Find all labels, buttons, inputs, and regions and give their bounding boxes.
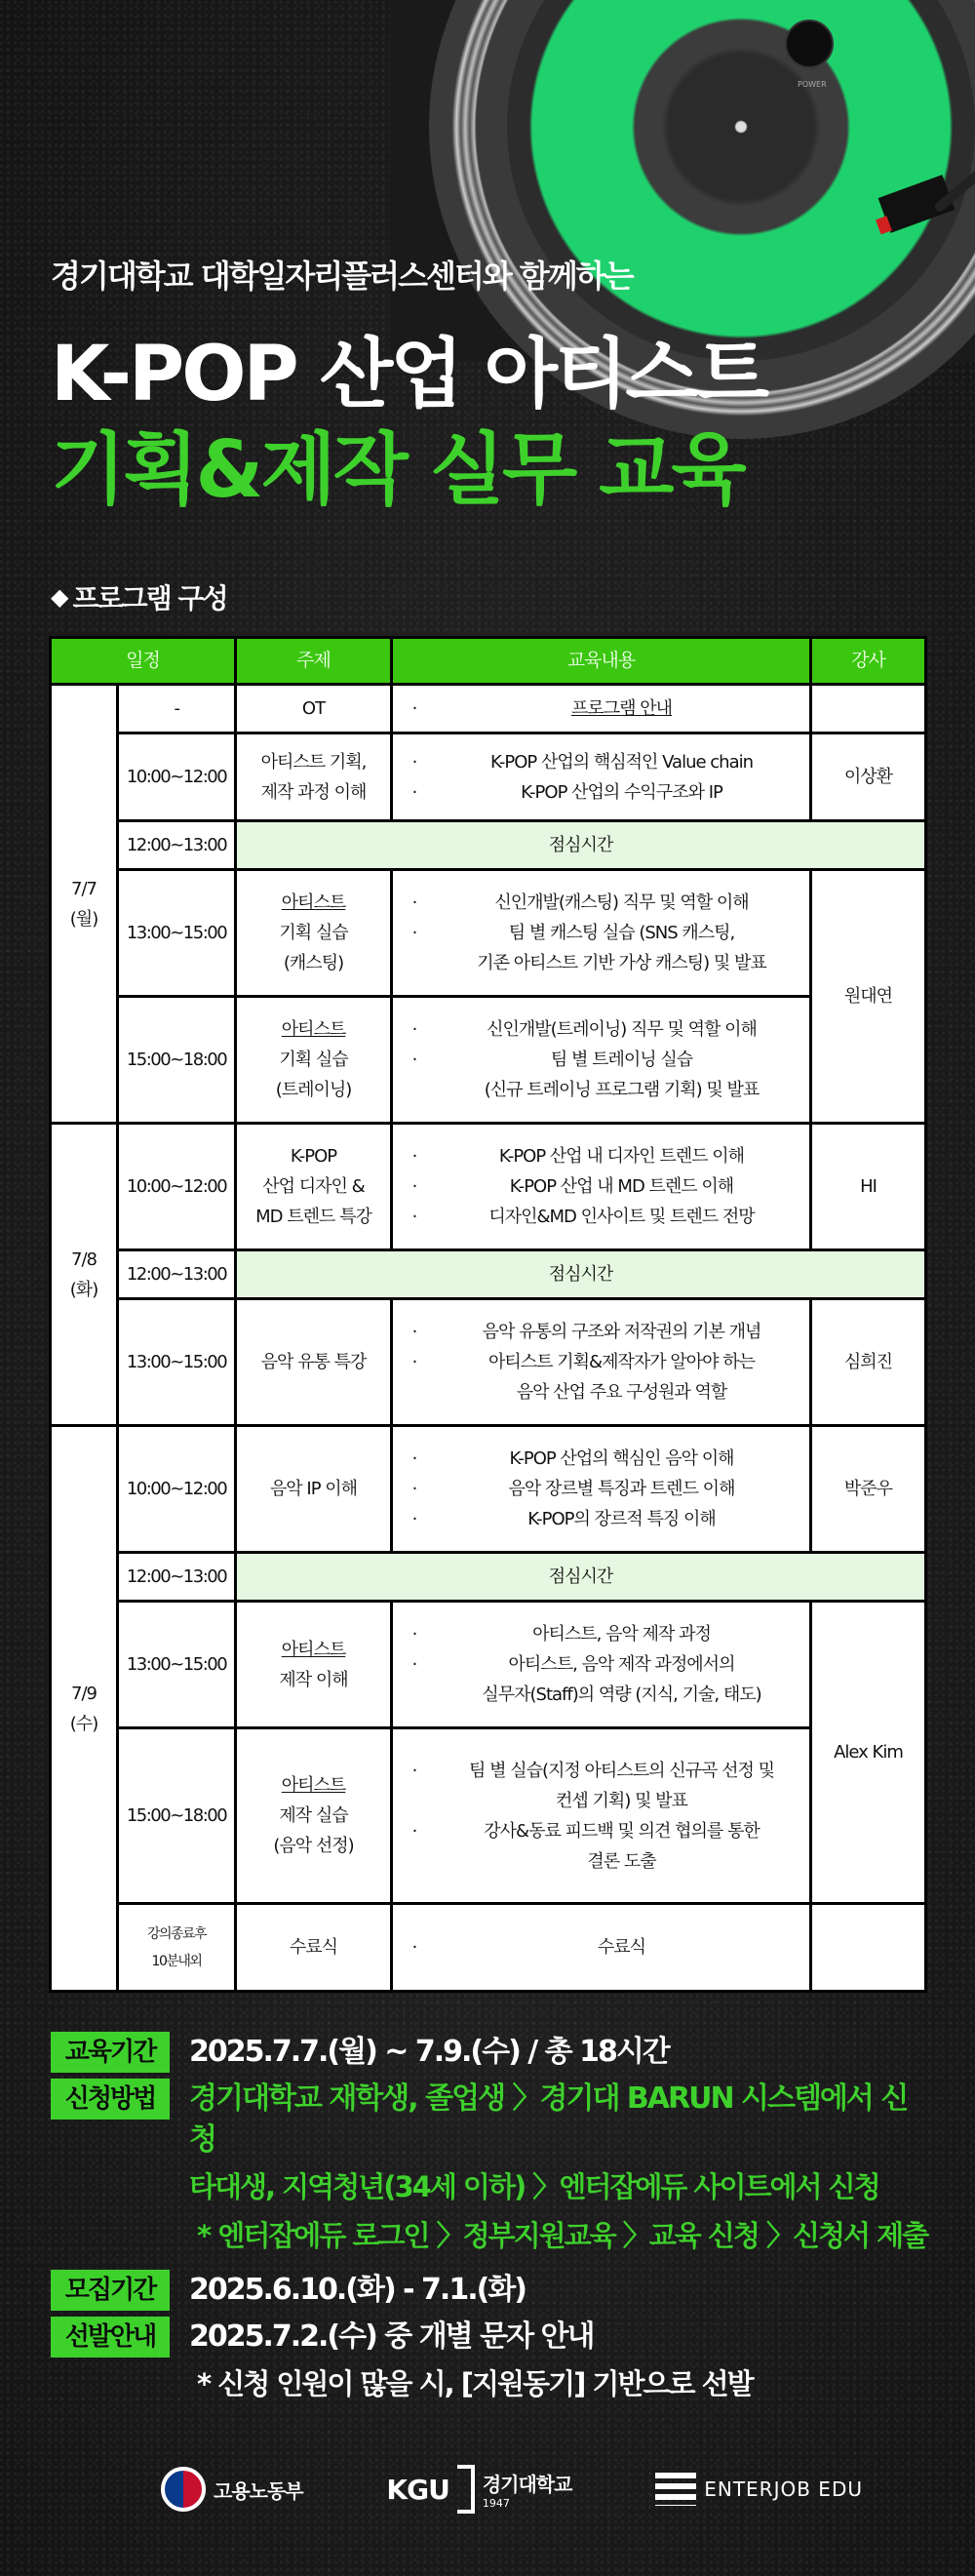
column-header-schedule: 일정 — [51, 638, 236, 685]
bullet-icon: · — [411, 1937, 417, 1958]
table-row — [51, 685, 926, 733]
bullet-icon: · — [411, 1509, 417, 1529]
time-cell: 12:00~13:00 — [118, 1553, 236, 1602]
lunch-row — [51, 1250, 926, 1299]
hero-subtitle: 경기대학교 대학일자리플러스센터와 함께하는 — [51, 258, 633, 295]
content-item: K-POP 산업의 핵심인 음악 이해 — [509, 1448, 734, 1469]
topic-line: 아티스트 기획, — [260, 751, 367, 773]
table-row — [51, 1602, 926, 1728]
apply-line2: 타대생, 지역청년(34세 이하) 〉엔터잡에듀 사이트에서 신청 — [189, 2170, 879, 2203]
bullet-icon: · — [411, 751, 417, 773]
topic-cell — [236, 997, 392, 1124]
bullet-icon: · — [411, 1146, 417, 1167]
time-cell: 15:00~18:00 — [118, 1728, 236, 1904]
instructor-cell: 심희진 — [811, 1299, 926, 1426]
content-item: 아티스트, 음악 제작 과정 — [532, 1624, 711, 1645]
content-item: K-POP의 장르적 특징 이해 — [527, 1509, 716, 1529]
time-cell: 10:00~12:00 — [118, 1124, 236, 1250]
content-item-cont: 컨셉 기획) 및 발표 — [556, 1790, 687, 1811]
date-cell-day2 — [51, 1124, 118, 1426]
content-item: 음악 유통의 구조와 저작권의 기본 개념 — [482, 1322, 761, 1342]
hero-heading — [51, 252, 928, 513]
info-section — [51, 2032, 928, 2412]
instructor-cell: 박준우 — [811, 1426, 926, 1553]
topic-cell: 음악 IP 이해 — [236, 1426, 392, 1553]
table-row — [51, 1124, 926, 1250]
table-header-row — [51, 638, 926, 685]
kgu-logo-icon — [457, 2465, 475, 2514]
recruit-row — [51, 2270, 928, 2311]
bullet-icon: · — [411, 1322, 417, 1342]
section-title-text: 프로그램 구성 — [72, 582, 227, 614]
content-item: K-POP 산업 내 디자인 트렌드 이해 — [498, 1146, 745, 1167]
time-cell: 13:00~15:00 — [118, 1299, 236, 1426]
moel-name: 고용노동부 — [214, 2478, 303, 2503]
table-row — [51, 733, 926, 821]
content-cell — [392, 870, 811, 997]
content-item: 팀 별 트레이닝 실습 — [550, 1050, 693, 1070]
lunch-row — [51, 1553, 926, 1602]
time-line: 강의종료후 — [146, 1925, 207, 1942]
topic-line: (트레이닝) — [275, 1080, 352, 1100]
lunch-row — [51, 821, 926, 870]
diamond-icon: ◆ — [51, 583, 67, 611]
power-label: POWER — [798, 80, 827, 89]
enterjob-name: ENTERJOB EDU — [704, 2477, 863, 2501]
recruit-badge: 모집기간 — [51, 2270, 170, 2311]
instructor-cell: Alex Kim — [811, 1602, 926, 1904]
content-item: 신인개발(트레이닝) 직무 및 역할 이해 — [487, 1019, 757, 1040]
bullet-icon: · — [411, 1448, 417, 1469]
bullet-icon: · — [411, 1050, 417, 1070]
kgu-name-block — [483, 2469, 572, 2510]
instructor-cell: 원대연 — [811, 870, 926, 1124]
topic-line: 제작 이해 — [279, 1669, 348, 1690]
date-text: 7/9 — [71, 1683, 97, 1704]
bullet-icon: · — [411, 698, 417, 719]
instructor-cell: HI — [811, 1124, 926, 1250]
time-cell: 13:00~15:00 — [118, 870, 236, 997]
power-knob-icon — [785, 20, 834, 68]
kgu-year: 1947 — [482, 2497, 510, 2510]
bullet-icon: · — [411, 892, 417, 913]
content-item: K-POP 산업의 핵심적인 Value chain — [489, 751, 754, 773]
time-cell: 12:00~13:00 — [118, 821, 236, 870]
time-cell: 15:00~18:00 — [118, 997, 236, 1124]
content-cell — [392, 733, 811, 821]
content-item-cont: 결론 도출 — [587, 1850, 656, 1872]
bullet-icon: · — [411, 1352, 417, 1372]
bullet-icon: · — [411, 1760, 417, 1781]
content-item: 음악 장르별 특징과 트렌드 이해 — [508, 1479, 735, 1499]
period-value: 2025.7.7.(월) ~ 7.9.(수) / 총 18시간 — [189, 2035, 669, 2069]
apply-line1: 경기대학교 재학생, 졸업생 〉경기대 BARUN 시스템에서 신청 — [189, 2081, 908, 2157]
topic-cell — [236, 1728, 392, 1904]
topic-cell — [236, 1602, 392, 1728]
topic-line: 기획 실습 — [279, 1050, 348, 1070]
topic-line: K-POP — [290, 1146, 337, 1167]
select-value: 2025.7.2.(수) 중 개별 문자 안내 — [189, 2319, 594, 2354]
topic-line: 아티스트 — [281, 1019, 346, 1040]
content-cell — [392, 1124, 811, 1250]
enterjob-logo-icon — [655, 2473, 696, 2506]
bullet-icon: · — [411, 1176, 417, 1197]
time-cell: 12:00~13:00 — [118, 1250, 236, 1299]
select-row — [51, 2317, 928, 2358]
topic-cell: 음악 유통 특강 — [236, 1299, 392, 1426]
kgu-logo — [386, 2465, 571, 2514]
table-row — [51, 997, 926, 1124]
table-row — [51, 1728, 926, 1904]
table-row — [51, 1299, 926, 1426]
date-text: 7/7 — [71, 878, 97, 899]
program-schedule-table — [49, 636, 927, 1993]
content-cell — [392, 1728, 811, 1904]
program-section-title — [51, 577, 227, 616]
date-text: 7/8 — [71, 1248, 97, 1270]
content-cell — [392, 1602, 811, 1728]
content-item: 프로그램 안내 — [570, 698, 673, 719]
topic-cell — [236, 1124, 392, 1250]
content-cell — [392, 997, 811, 1124]
footer-logos — [161, 2460, 863, 2518]
content-item-cont: (신규 트레이닝 프로그램 기획) 및 발표 — [484, 1080, 760, 1100]
lunch-cell: 점심시간 — [236, 821, 926, 870]
instructor-cell: 이상환 — [811, 733, 926, 821]
topic-cell — [236, 733, 392, 821]
topic-cell — [236, 870, 392, 997]
weekday-text: (월) — [69, 908, 98, 930]
topic-line: 아티스트 — [281, 1639, 346, 1660]
enterjob-logo — [655, 2473, 863, 2506]
column-header-topic: 주제 — [236, 638, 392, 685]
select-note: * 신청 인원이 많을 시, [지원동기] 기반으로 선발 — [197, 2367, 753, 2400]
column-header-instructor: 강사 — [811, 638, 926, 685]
time-cell: 10:00~12:00 — [118, 733, 236, 821]
table-row — [51, 1904, 926, 1992]
topic-line: 산업 디자인 & — [262, 1176, 365, 1197]
period-badge: 교육기간 — [51, 2032, 170, 2073]
table-row — [51, 870, 926, 997]
kgu-name: 경기대학교 — [482, 2473, 572, 2496]
apply-row — [51, 2079, 928, 2160]
topic-cell: OT — [236, 685, 392, 733]
topic-line: 제작 과정 이해 — [260, 781, 367, 803]
date-cell-day1 — [51, 685, 118, 1124]
content-item: 팀 별 캐스팅 실습 (SNS 캐스팅, — [508, 923, 735, 943]
content-item: K-POP 산업 내 MD 트렌드 이해 — [509, 1176, 734, 1197]
instructor-cell — [811, 1904, 926, 1992]
time-cell: 10:00~12:00 — [118, 1426, 236, 1553]
content-item-cont: 기존 아티스트 기반 가상 캐스팅) 및 발표 — [477, 953, 766, 973]
bullet-icon: · — [411, 1479, 417, 1499]
content-item-cont: 음악 산업 주요 구성원과 역할 — [516, 1382, 727, 1403]
lunch-cell: 점심시간 — [236, 1553, 926, 1602]
topic-line: (음악 선정) — [273, 1836, 354, 1856]
time-line: 10분내외 — [151, 1953, 202, 1969]
select-badge: 선발안내 — [51, 2317, 170, 2358]
time-cell — [118, 1904, 236, 1992]
content-item: 신인개발(캐스팅) 직무 및 역할 이해 — [494, 892, 749, 913]
topic-line: 제작 실습 — [279, 1805, 348, 1826]
column-header-content: 교육내용 — [392, 638, 811, 685]
bullet-icon: · — [411, 1207, 417, 1227]
content-cell — [392, 1426, 811, 1553]
content-item-cont: 실무자(Staff)의 역량 (지식, 기술, 태도) — [482, 1684, 761, 1705]
topic-line: (캐스팅) — [283, 953, 344, 973]
bullet-icon: · — [411, 1820, 417, 1842]
period-row — [51, 2032, 928, 2073]
bullet-icon: · — [411, 1624, 417, 1645]
hero-title-line1: K-POP 산업 아티스트 — [51, 331, 767, 418]
instructor-cell — [811, 685, 926, 733]
content-item: 아티스트, 음악 제작 과정에서의 — [508, 1654, 735, 1675]
bullet-icon: · — [411, 1654, 417, 1675]
apply-badge: 신청방법 — [51, 2079, 170, 2120]
recruit-value: 2025.6.10.(화) - 7.1.(화) — [189, 2273, 526, 2307]
weekday-text: (수) — [69, 1713, 98, 1734]
table-row — [51, 1426, 926, 1553]
topic-cell: 수료식 — [236, 1904, 392, 1992]
content-cell — [392, 1299, 811, 1426]
content-item: 아티스트 기획&제작자가 알아야 하는 — [488, 1352, 756, 1372]
topic-line: MD 트렌드 특강 — [255, 1207, 371, 1227]
content-item: K-POP 산업의 수익구조와 IP — [521, 781, 722, 803]
content-item: 강사&동료 피드백 및 의견 협의를 통한 — [484, 1820, 760, 1842]
topic-line: 아티스트 — [281, 1775, 346, 1796]
date-cell-day3 — [51, 1426, 118, 1992]
topic-line: 기획 실습 — [279, 923, 348, 943]
lunch-cell: 점심시간 — [236, 1250, 926, 1299]
hero-title-line2: 기획&제작 실무 교육 — [51, 424, 744, 515]
content-item: 디자인&MD 인사이트 및 트렌드 전망 — [488, 1207, 755, 1227]
apply-note: * 엔터잡에듀 로그인 〉정부지원교육 〉교육 신청 〉신청서 제출 — [197, 2219, 928, 2252]
bullet-icon: · — [411, 1019, 417, 1040]
time-cell: 13:00~15:00 — [118, 1602, 236, 1728]
weekday-text: (화) — [69, 1279, 98, 1300]
bullet-icon: · — [411, 781, 417, 803]
bullet-icon: · — [411, 923, 417, 943]
topic-line: 아티스트 — [281, 892, 346, 913]
content-item: 팀 별 실습(지정 아티스트의 신규곡 선정 및 — [469, 1760, 774, 1781]
moel-emblem-icon — [161, 2467, 206, 2512]
content-item: 수료식 — [597, 1937, 646, 1958]
content-cell — [392, 685, 811, 733]
content-cell — [392, 1904, 811, 1992]
moel-logo — [161, 2467, 303, 2512]
time-cell: - — [118, 685, 236, 733]
kgu-mark: KGU — [386, 2473, 449, 2506]
